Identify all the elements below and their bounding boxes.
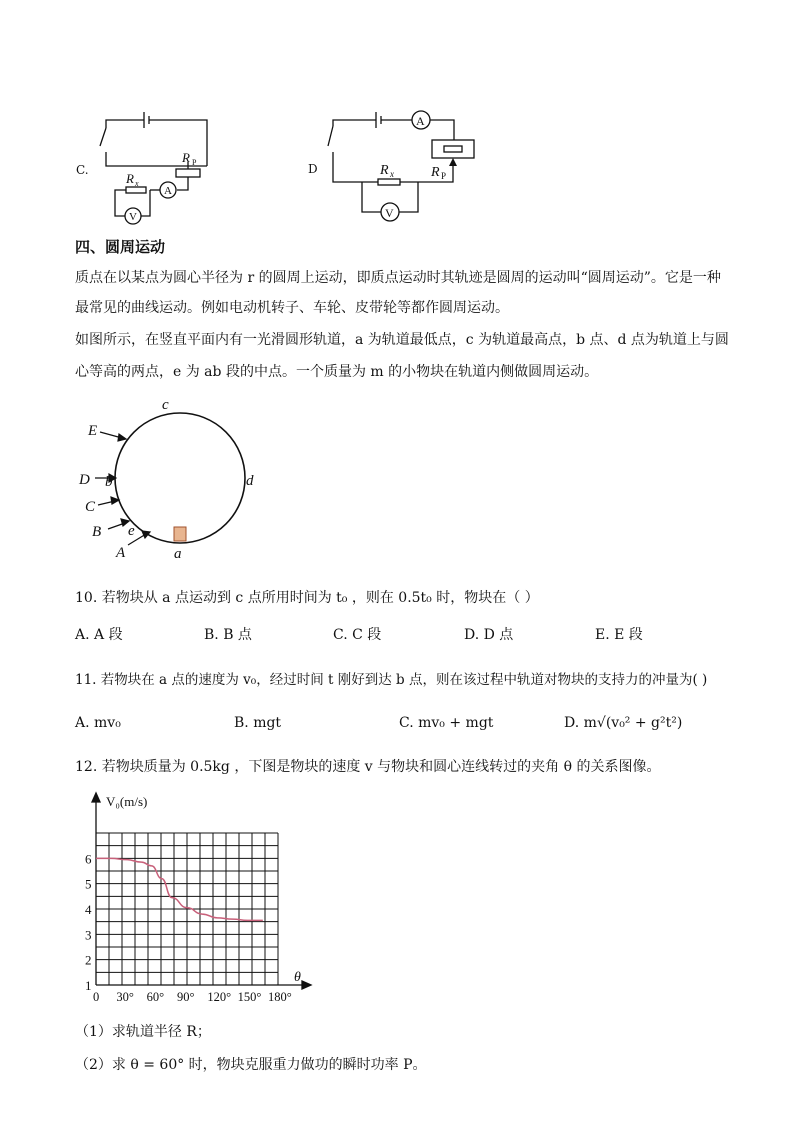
rp-c-sub: P (192, 158, 197, 167)
q11-stem: 11. 若物块在 a 点的速度为 v₀，经过时间 t 刚好到达 b 点，则在该过程中轨道对物块的支持力的冲量为( ) (75, 672, 708, 688)
point-b-label: b (105, 474, 113, 490)
x-tick-label: 0 (93, 990, 100, 1004)
x-tick-label: 180° (268, 990, 292, 1004)
x-axis-label: θ (294, 970, 301, 985)
y-tick-label: 5 (85, 876, 92, 892)
voltmeter-d-label: V (385, 206, 394, 220)
section-para1-line1: 质点在以某点为圆心半径为 r 的圆周上运动，即质点运动时其轨迹是圆周的运动叫“圆周运动”。它是一种 (75, 270, 721, 286)
series-line (96, 858, 263, 920)
x-tick-label: 30° (116, 990, 134, 1004)
section-para1-line2: 最常见的曲线运动。例如电动机转子、车轮、皮带轮等都作圆周运动。 (75, 300, 509, 316)
block (174, 527, 186, 541)
arrow-D-label: D (79, 472, 90, 488)
y-tick-label: 2 (85, 952, 92, 968)
q11-option-a: A. mv₀ (75, 715, 121, 731)
q10-option-a: A. A 段 (75, 627, 123, 643)
q10-option-d: D. D 点 (464, 627, 514, 643)
q10-option-c: C. C 段 (333, 627, 382, 643)
point-a-label: a (174, 546, 182, 562)
x-tick-label: 150° (237, 990, 262, 1004)
q11-option-c: C. mv₀ + mgt (399, 715, 494, 731)
arrow-A-label: A (116, 545, 126, 561)
ammeter-c-label: A (164, 185, 172, 197)
y-axis-arrow (92, 793, 100, 802)
velocity-angle-chart (78, 788, 318, 1010)
y-tick-label: 3 (85, 927, 92, 943)
q11-option-b: B. mgt (234, 715, 282, 731)
rx-d-sub: x (390, 169, 394, 179)
arrow-E-label: E (88, 423, 98, 439)
q11-option-d: D. m√(v₀² + g²t²) (564, 715, 683, 731)
section-para2-line2: 心等高的两点，e 为 ab 段的中点。一个质量为 m 的小物块在轨道内侧做圆周运动。 (75, 364, 599, 380)
rp-d-label: R (431, 165, 440, 180)
x-tick-label: 60° (146, 990, 165, 1004)
circuit-d-label: D (308, 162, 318, 176)
x-tick-label: 120° (207, 990, 232, 1004)
circuit-c-diagram (70, 108, 240, 228)
arrow-B-label: B (92, 524, 102, 540)
q10-option-e: E. E 段 (595, 627, 643, 643)
q12-sub2: （2）求 θ = 60° 时，物块克服重力做功的瞬时功率 P。 (75, 1057, 427, 1073)
circular-track-figure (70, 395, 280, 565)
q12-stem: 12. 若物块质量为 0.5kg ，下图是物块的速度 v 与物块和圆心连线转过的夹角 θ 的关系图像。 (75, 759, 661, 775)
q10-stem: 10. 若物块从 a 点运动到 c 点所用时间为 t₀ ，则在 0.5t₀ 时，物块在（ ） (75, 590, 539, 606)
x-axis-arrow (302, 981, 311, 989)
q12-sub1: （1）求轨道半径 R； (75, 1024, 211, 1040)
point-d-label: d (246, 473, 254, 489)
section-title: 四、圆周运动 (75, 238, 166, 256)
point-c-label: c (162, 397, 169, 413)
rx-d-label: R (380, 163, 389, 178)
section-para2-line1: 如图所示，在竖直平面内有一光滑圆形轨道，a 为轨道最低点，c 为轨道最高点，b 点、d 点为轨道上与圆 (75, 332, 729, 348)
y-tick-label: 6 (85, 851, 92, 867)
circuit-c-label: C. (76, 163, 89, 177)
point-e-label: e (128, 523, 135, 539)
x-tick-label: 90° (177, 990, 195, 1004)
rp-c-label: R (182, 150, 190, 165)
rp-d-sub: P (441, 171, 447, 181)
y-tick-label: 1 (85, 978, 92, 993)
rx-c-label: R (126, 171, 134, 186)
y-tick-label: 4 (85, 902, 92, 917)
y-axis-label: V₀(m/s) (106, 794, 148, 809)
rx-c-sub: x (135, 179, 139, 188)
arrow-C-label: C (85, 499, 96, 515)
ammeter-d-label: A (416, 114, 425, 128)
circuit-d-diagram (318, 106, 488, 234)
q10-option-b: B. B 点 (204, 627, 252, 643)
voltmeter-c-label: V (129, 211, 137, 223)
